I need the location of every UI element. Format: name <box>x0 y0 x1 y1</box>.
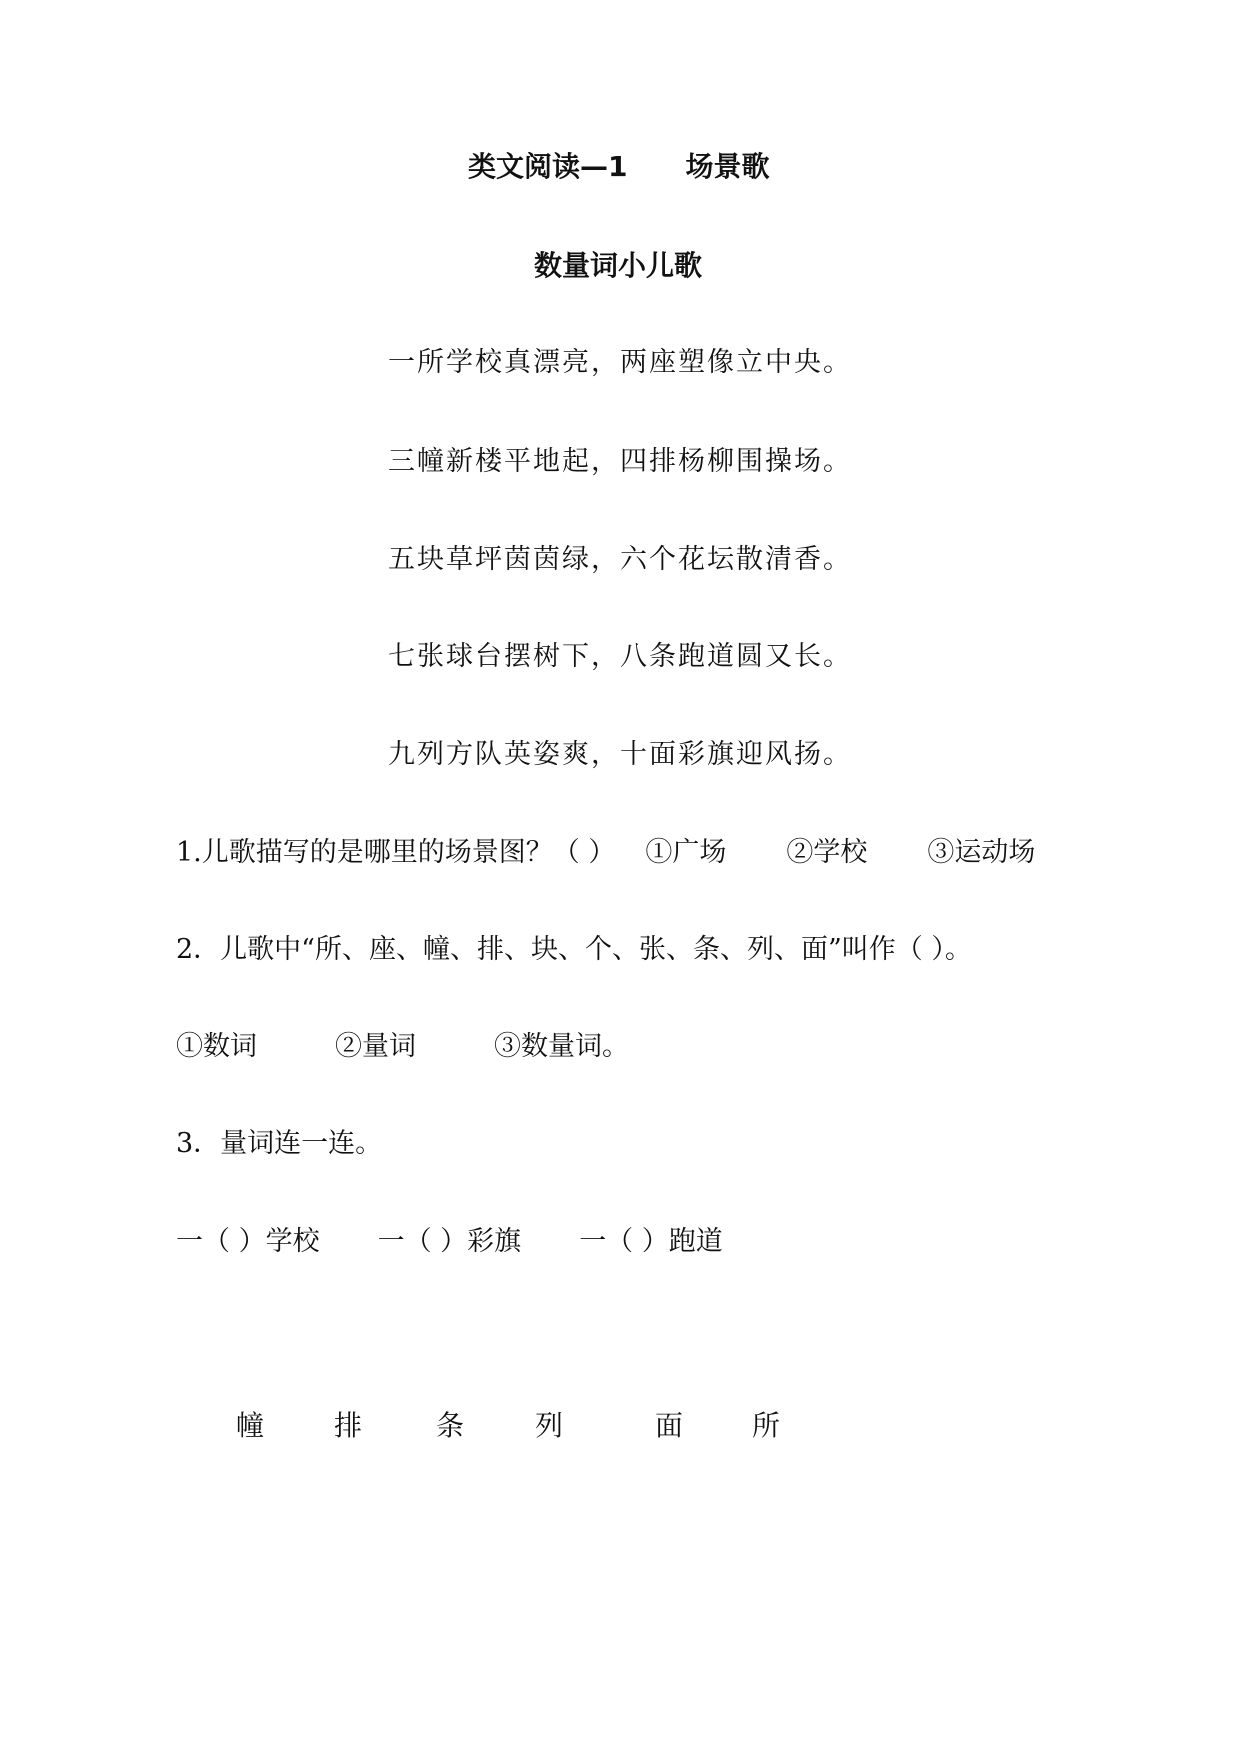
question-2: 2．儿歌中“所、座、幢、排、块、个、张、条、列、面”叫作（ ）。 <box>176 934 972 965</box>
blank-school: 一（ ）学校 <box>176 1226 320 1257</box>
poem-line-1: 一所学校真漂亮，两座塑像立中央。 <box>388 347 852 378</box>
question-1-option-2: ②学校 <box>786 837 868 868</box>
word-bank <box>0 1409 1241 1452</box>
question-2-option-3: ③数量词。 <box>494 1031 629 1062</box>
poem-line-3: 五块草坪茵茵绿，六个花坛散清香。 <box>388 544 852 575</box>
word-bank-item: 排 <box>334 1409 363 1442</box>
poem-line-2: 三幢新楼平地起，四排杨柳围操场。 <box>388 446 852 477</box>
question-1-option-1: ①广场 <box>645 837 727 868</box>
question-3-blanks <box>176 1228 723 1255</box>
word-bank-item: 幢 <box>236 1409 265 1442</box>
poem-line-5: 九列方队英姿爽，十面彩旗迎风扬。 <box>388 739 852 770</box>
question-1-stem: 1.儿歌描写的是哪里的场景图？（ ） <box>176 837 616 868</box>
question-2-options <box>176 1033 629 1060</box>
word-bank-item: 条 <box>436 1409 465 1442</box>
word-bank-item: 面 <box>655 1409 684 1442</box>
blank-track: 一（ ）跑道 <box>579 1226 723 1257</box>
question-1 <box>176 839 1035 866</box>
word-bank-item: 所 <box>752 1409 781 1442</box>
poem-title: 数量词小儿歌 <box>534 249 703 282</box>
question-3: 3．量词连一连。 <box>176 1128 383 1159</box>
poem-line-4: 七张球台摆树下，八条跑道圆又长。 <box>388 641 852 672</box>
title-series: 类文阅读—1 <box>468 150 628 183</box>
title-lesson: 场景歌 <box>685 150 770 183</box>
word-bank-item: 列 <box>535 1409 564 1442</box>
question-2-option-1: ①数词 <box>176 1031 257 1062</box>
question-2-option-2: ②量词 <box>335 1031 416 1062</box>
page-title <box>468 150 770 183</box>
question-1-option-3: ③运动场 <box>927 837 1036 868</box>
blank-flag: 一（ ）彩旗 <box>377 1226 522 1257</box>
